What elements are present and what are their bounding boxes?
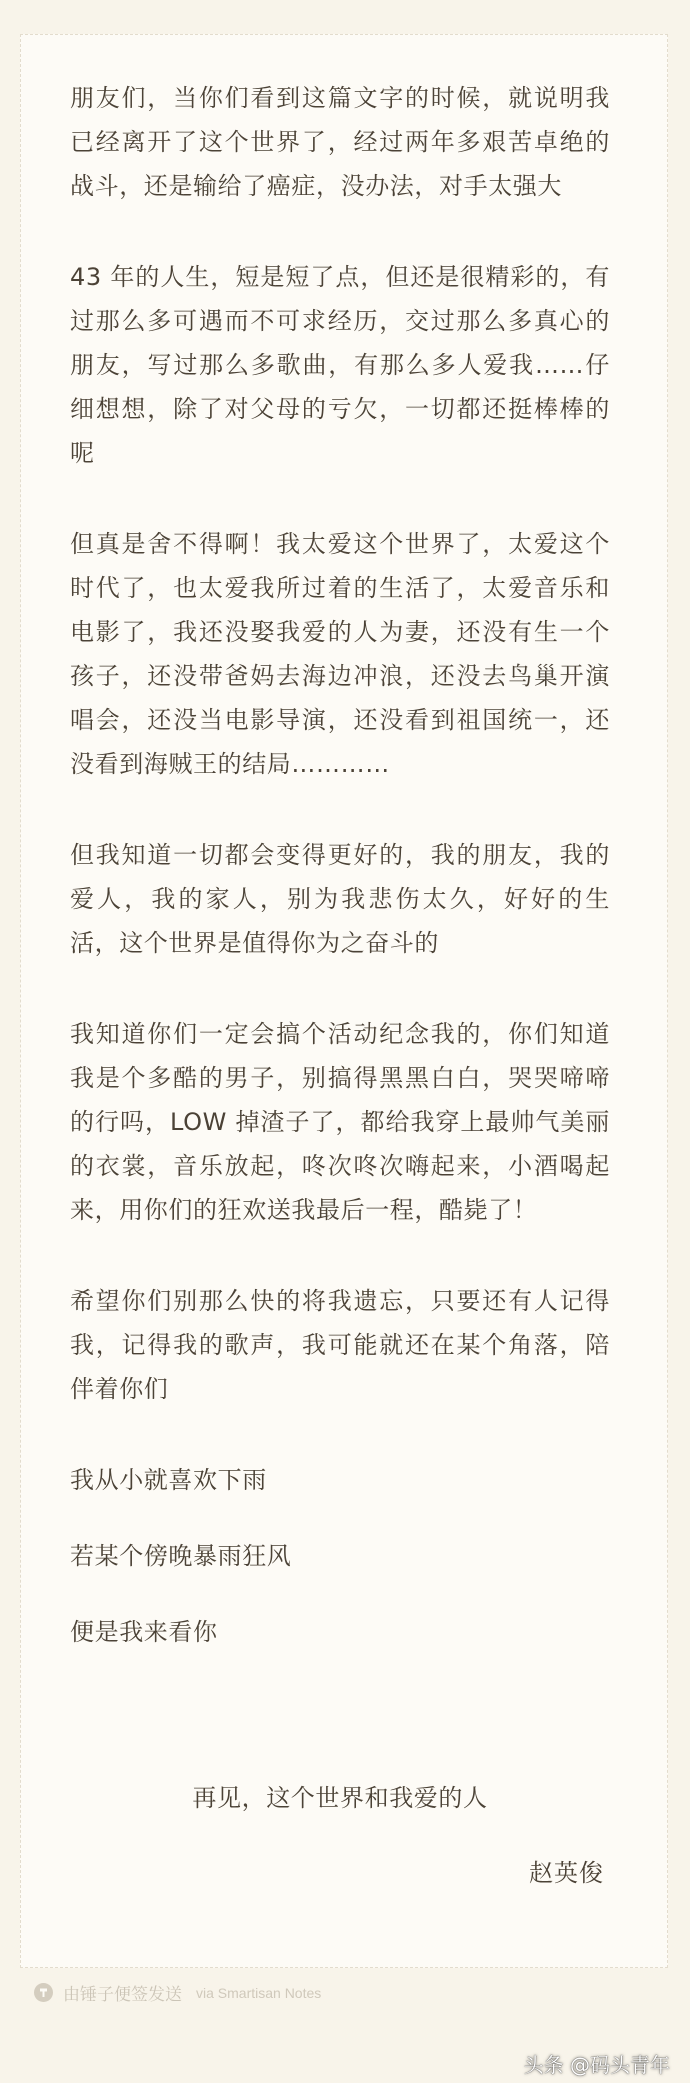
paragraph-3: 但真是舍不得啊！我太爱这个世界了，太爱这个时代了，也太爱我所过着的生活了，太爱音乐和电影了，我还没娶我爱的人为妻，还没有生一个孩子，还没带爸妈去海边冲浪，还没去鸟巢开演唱会，还没当电影导演，还没看到祖国统一，还没看到海贼王的结局………… (70, 530, 610, 778)
short-line-1: 我从小就喜欢下雨 (70, 1466, 267, 1494)
footer-via: via Smartisan Notes (196, 1984, 322, 2001)
short-line-3: 便是我来看你 (70, 1618, 218, 1646)
watermark (524, 2049, 670, 2078)
short-line-2: 若某个傍晚暴雨狂风 (70, 1542, 292, 1570)
paragraph-6: 希望你们别那么快的将我遗忘，只要还有人记得我，记得我的歌声，我可能就还在某个角落，陪伴着你们 (70, 1287, 610, 1403)
note-body (70, 76, 610, 1686)
footer-app-label: 由锤子便签发送 (63, 1985, 182, 2005)
paragraph-4: 但我知道一切都会变得更好的，我的朋友，我的爱人，我的家人，别为我悲伤太久，好好的生活，这个世界是值得你为之奋斗的 (70, 841, 610, 957)
paragraph-5: 我知道你们一定会搞个活动纪念我的，你们知道我是个多酷的男子，别搞得黑黑白白，哭哭啼啼的行吗，LOW 掉渣子了，都给我穿上最帅气美丽的衣裳，音乐放起，咚次咚次嗨起来，小酒喝起来，用你们的狂欢送我最后一程，酷毙了！ (70, 1020, 610, 1224)
paragraph-2: 43 年的人生，短是短了点，但还是很精彩的，有过那么多可遇而不可求经历，交过那么多真心的朋友，写过那么多歌曲，有那么多人爱我……仔细想想，除了对父母的亏欠，一切都还挺棒棒的呢 (70, 263, 610, 467)
app-footer (34, 1980, 321, 2005)
signature: 赵英俊 (529, 1859, 604, 1887)
paragraph-1: 朋友们，当你们看到这篇文字的时候，就说明我已经离开了这个世界了，经过两年多艰苦卓绝的战斗，还是输给了癌症，没办法，对手太强大 (70, 84, 610, 200)
closing-line: 再见，这个世界和我爱的人 (192, 1784, 488, 1812)
hammer-icon (34, 1983, 53, 2002)
watermark-text: 头条 @码头青年 (523, 2053, 670, 2077)
